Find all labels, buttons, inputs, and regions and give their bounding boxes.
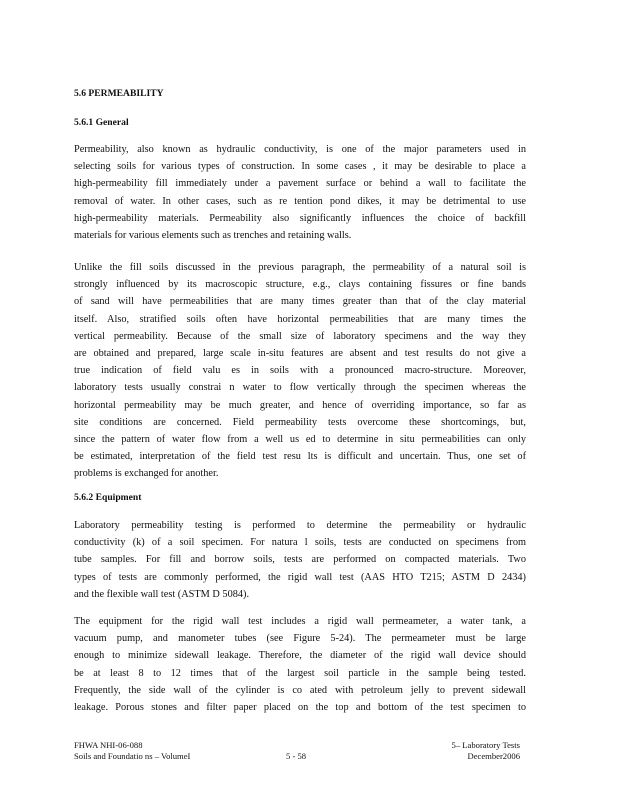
paragraph-permeability-intro xyxy=(74,141,526,244)
text-line: laboratory tests usually constrai n water to flow vertically through the specimen whereas the xyxy=(74,382,526,394)
text-line: site conditions are concerned. Field permeability tests overcome these shortcomings, but, xyxy=(74,416,526,428)
text-line: Unlike the fill soils discussed in the previous paragraph, the permeability of a natural soil is xyxy=(74,262,526,273)
text-line: Frequently, the side wall of the cylinder is co ated with petroleum jelly to prevent sidewall xyxy=(74,684,526,696)
text-line: removal of water. In other cases, such as re tention pond dikes, it may be detrimental to use xyxy=(74,195,526,207)
text-line: enough to minimize sidewall leakage. Therefore, the diameter of the rigid wall device should xyxy=(74,650,526,662)
footer-right xyxy=(440,740,520,762)
text-line: itself. Also, stratified soils often have horizontal permeabilities that are many times the xyxy=(74,313,526,325)
text-line: types of tests are commonly performed, the rigid wall test (AAS HTO T215; ASTM D 2434) xyxy=(74,571,526,583)
text-line: are obtained and prepared, large scale in-situ features are absent and test results do not give a xyxy=(74,347,526,359)
footer-date: December2006 xyxy=(467,751,520,761)
text-line: Laboratory permeability testing is performed to determine the permeability or hydraulic xyxy=(74,520,526,531)
text-line: materials for various elements such as trenches and retaining walls. xyxy=(74,229,352,241)
paragraph-rigid-wall-equipment xyxy=(74,613,526,716)
text-line: The equipment for the rigid wall test includes a rigid wall permeameter, a water tank, a xyxy=(74,616,526,627)
text-line: be estimated, interpretation of the field test resu lts is difficult and uncertain. Thus, one set of xyxy=(74,451,526,463)
subsection-heading-equipment: 5.6.2 Equipment xyxy=(74,492,142,503)
text-line: strongly influenced by its macroscopic structure, e.g., clays containing fissures or fine bands xyxy=(74,279,526,291)
paragraph-lab-permeability xyxy=(74,517,526,603)
text-line: Permeability, also known as hydraulic conductivity, is one of the major parameters used in xyxy=(74,144,526,155)
footer-chapter: 5– Laboratory Tests xyxy=(451,740,520,750)
text-line: selecting soils for various types of construction. In some cases , it may be desirable to place a xyxy=(74,161,526,173)
text-line: of sand will have permeabilities that are many times greater than that of the clay material xyxy=(74,296,526,308)
text-line: vertical permeability. Because of the small size of laboratory specimens and the way they xyxy=(74,330,526,342)
text-line: high-permeability materials. Permeability also significantly influences the choice of backfill xyxy=(74,212,526,224)
text-line: horizontal permeability may be much greater, and hence of overriding importance, so far as xyxy=(74,399,526,411)
text-line: high-permeability fill immediately under a pavement surface or behind a wall to facilitate the xyxy=(74,178,526,190)
text-line: be at least 8 to 12 times that of the largest soil particle in the sample being tested. xyxy=(74,667,526,679)
text-line: problems is exchanged for another. xyxy=(74,468,219,480)
footer-page-number: 5 - 58 xyxy=(286,751,307,761)
paragraph-natural-soil xyxy=(74,259,526,482)
text-line: vacuum pump, and manometer tubes (see Figure 5-24). The permeameter must be large xyxy=(74,633,526,645)
text-line: conductivity (k) of a soil specimen. For natura l soils, tests are conducted on specimens from xyxy=(74,537,526,549)
text-line: leakage. Porous stones and filter paper placed on the top and bottom of the test specimen to xyxy=(74,701,526,713)
footer-left xyxy=(74,740,190,762)
section-heading: 5.6 PERMEABILITY xyxy=(74,88,164,99)
text-line: tube samples. For fill and borrow soils, tests are performed on compacted materials. Two xyxy=(74,554,526,566)
footer-title: Soils and Foundatio ns – VolumeI xyxy=(74,751,191,761)
text-line: true indication of field valu es in soils with a pronounced macro-structure. Moreover, xyxy=(74,365,526,377)
text-line: and the flexible wall test (ASTM D 5084). xyxy=(74,588,250,600)
subsection-heading-general: 5.6.1 General xyxy=(74,117,129,128)
footer-doc-id: FHWA NHI-06-088 xyxy=(74,740,143,750)
text-line: since the pattern of water flow from a well us ed to determine in situ permeabilities can only xyxy=(74,433,526,445)
